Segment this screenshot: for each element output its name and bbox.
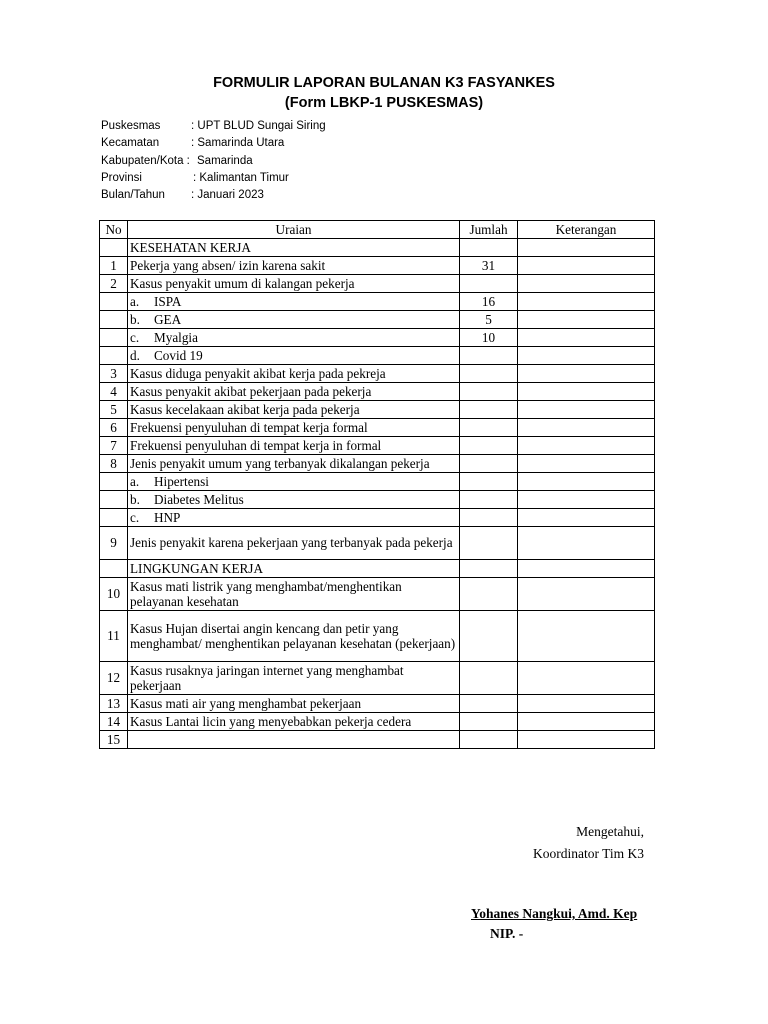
row-uraian [128, 473, 460, 491]
row-jumlah [460, 365, 518, 383]
row-no: 3 [100, 365, 128, 383]
row-no: 5 [100, 401, 128, 419]
row-uraian [128, 329, 460, 347]
sub-item-prefix: a. [130, 473, 140, 489]
row-no: 1 [100, 257, 128, 275]
sub-item-label: GEA [154, 311, 182, 327]
row-uraian [128, 311, 460, 329]
info-value: : Samarinda Utara [191, 137, 285, 150]
row-jumlah [460, 560, 518, 578]
row-jumlah [460, 473, 518, 491]
table-row [100, 257, 655, 275]
row-jumlah [460, 455, 518, 473]
table-row [100, 383, 655, 401]
row-no [100, 293, 128, 311]
table-row [100, 731, 655, 749]
info-label: Provinsi [101, 171, 142, 184]
row-uraian: Frekuensi penyuluhan di tempat kerja in formal [128, 437, 460, 455]
row-uraian: Jenis penyakit karena pekerjaan yang terbanyak pada pekerja [128, 527, 460, 560]
table-row [100, 419, 655, 437]
row-uraian: Kasus diduga penyakit akibat kerja pada pekreja [128, 365, 460, 383]
row-keterangan [518, 731, 655, 749]
row-uraian: Kasus penyakit umum di kalangan pekerja [128, 275, 460, 293]
sub-item-prefix: a. [130, 293, 140, 309]
row-no: 15 [100, 731, 128, 749]
sub-item-prefix: b. [130, 311, 140, 327]
row-jumlah [460, 437, 518, 455]
header-keterangan: Keterangan [518, 221, 655, 239]
row-no [100, 239, 128, 257]
row-no [100, 311, 128, 329]
row-jumlah [460, 383, 518, 401]
row-no: 12 [100, 662, 128, 695]
row-no: 11 [100, 611, 128, 662]
row-no [100, 473, 128, 491]
report-table [99, 220, 655, 749]
form-subtitle: (Form LBKP-1 PUSKESMAS) [284, 95, 484, 111]
row-uraian: Kasus rusaknya jaringan internet yang menghambat pekerjaan [128, 662, 460, 695]
table-row [100, 275, 655, 293]
info-value: : Januari 2023 [191, 189, 264, 202]
row-keterangan [518, 695, 655, 713]
acknowledged-label: Mengetahui, [576, 824, 644, 839]
row-jumlah [460, 401, 518, 419]
sub-item-label: ISPA [154, 293, 182, 309]
row-jumlah [460, 731, 518, 749]
row-keterangan [518, 455, 655, 473]
row-keterangan [518, 365, 655, 383]
table-row [100, 347, 655, 365]
header-uraian: Uraian [128, 221, 460, 239]
row-keterangan [518, 257, 655, 275]
row-keterangan [518, 419, 655, 437]
row-uraian: Kasus mati listrik yang menghambat/menghentikan pelayanan kesehatan [128, 578, 460, 611]
row-no: 4 [100, 383, 128, 401]
row-uraian: Kasus Lantai licin yang menyebabkan pekerja cedera [128, 713, 460, 731]
table-row [100, 662, 655, 695]
row-jumlah [460, 695, 518, 713]
table-row [100, 611, 655, 662]
sub-item-label: Myalgia [154, 329, 198, 345]
row-no: 9 [100, 527, 128, 560]
sub-item-label: Diabetes Melitus [154, 491, 244, 507]
row-no: 7 [100, 437, 128, 455]
row-uraian [128, 491, 460, 509]
row-no [100, 509, 128, 527]
section-title: KESEHATAN KERJA [128, 239, 460, 257]
row-keterangan [518, 611, 655, 662]
table-row [100, 509, 655, 527]
row-no: 2 [100, 275, 128, 293]
row-keterangan [518, 293, 655, 311]
info-label: Kabupaten/Kota : [101, 154, 190, 167]
sub-item-label: HNP [154, 509, 181, 525]
info-value: : Kalimantan Timur [193, 171, 289, 184]
info-value: Samarinda [197, 154, 253, 167]
row-jumlah: 5 [460, 311, 518, 329]
table-row [100, 311, 655, 329]
row-keterangan [518, 275, 655, 293]
section-row-lingkungan-kerja [100, 560, 655, 578]
info-value: : UPT BLUD Sungai Siring [191, 120, 326, 132]
table-header-row [100, 221, 655, 239]
table-row [100, 491, 655, 509]
row-uraian: Kasus penyakit akibat pekerjaan pada pekerja [128, 383, 460, 401]
row-no: 8 [100, 455, 128, 473]
table-row [100, 713, 655, 731]
table-row [100, 437, 655, 455]
row-no: 6 [100, 419, 128, 437]
row-jumlah [460, 275, 518, 293]
row-uraian: Jenis penyakit umum yang terbanyak dikalangan pekerja [128, 455, 460, 473]
info-label: Bulan/Tahun [101, 189, 165, 202]
row-keterangan [518, 239, 655, 257]
row-keterangan [518, 437, 655, 455]
row-keterangan [518, 473, 655, 491]
row-no: 13 [100, 695, 128, 713]
row-keterangan [518, 347, 655, 365]
row-keterangan [518, 578, 655, 611]
table-row [100, 695, 655, 713]
table-row [100, 329, 655, 347]
row-no: 14 [100, 713, 128, 731]
row-no [100, 560, 128, 578]
table-row [100, 527, 655, 560]
row-no: 10 [100, 578, 128, 611]
row-jumlah [460, 662, 518, 695]
table-row [100, 455, 655, 473]
table-row [100, 401, 655, 419]
row-jumlah [460, 491, 518, 509]
sub-item-label: Hipertensi [154, 473, 209, 489]
row-jumlah [460, 509, 518, 527]
row-keterangan [518, 560, 655, 578]
row-uraian: Pekerja yang absen/ izin karena sakit [128, 257, 460, 275]
signer-role: Koordinator Tim K3 [532, 846, 644, 861]
row-keterangan [518, 329, 655, 347]
row-uraian [128, 347, 460, 365]
row-keterangan [518, 509, 655, 527]
row-keterangan [518, 491, 655, 509]
row-jumlah [460, 347, 518, 365]
section-title: LINGKUNGAN KERJA [128, 560, 460, 578]
row-no [100, 347, 128, 365]
row-jumlah [460, 713, 518, 731]
section-row-kesehatan-kerja [100, 239, 655, 257]
row-no [100, 491, 128, 509]
sub-item-prefix: c. [130, 329, 140, 345]
row-keterangan [518, 662, 655, 695]
row-uraian [128, 731, 460, 749]
row-uraian [128, 509, 460, 527]
header-no: No [100, 221, 128, 239]
sub-item-prefix: d. [130, 347, 140, 363]
signer-name: Yohanes Nangkui, Amd. Kep [471, 906, 638, 921]
sub-item-prefix: c. [130, 509, 140, 525]
row-uraian: Kasus mati air yang menghambat pekerjaan [128, 695, 460, 713]
row-jumlah [460, 527, 518, 560]
row-uraian: Kasus Hujan disertai angin kencang dan petir yang menghambat/ menghentikan pelayanan kesehatan (pekerjaan) [128, 611, 460, 662]
row-uraian: Frekuensi penyuluhan di tempat kerja formal [128, 419, 460, 437]
row-keterangan [518, 311, 655, 329]
table-row [100, 365, 655, 383]
table-row [100, 293, 655, 311]
row-keterangan [518, 527, 655, 560]
header-jumlah: Jumlah [460, 221, 518, 239]
info-label: Puskesmas [101, 120, 161, 132]
row-jumlah [460, 578, 518, 611]
table-row [100, 578, 655, 611]
row-keterangan [518, 383, 655, 401]
row-uraian [128, 293, 460, 311]
sub-item-prefix: b. [130, 491, 140, 507]
row-jumlah: 10 [460, 329, 518, 347]
row-jumlah: 31 [460, 257, 518, 275]
row-jumlah: 16 [460, 293, 518, 311]
row-keterangan [518, 713, 655, 731]
row-jumlah [460, 239, 518, 257]
sub-item-label: Covid 19 [154, 347, 203, 363]
info-label: Kecamatan [101, 137, 160, 150]
row-no [100, 329, 128, 347]
row-uraian: Kasus kecelakaan akibat kerja pada pekerja [128, 401, 460, 419]
table-row [100, 473, 655, 491]
row-jumlah [460, 419, 518, 437]
row-jumlah [460, 611, 518, 662]
row-keterangan [518, 401, 655, 419]
signer-nip: NIP. - [490, 926, 524, 941]
form-title: FORMULIR LAPORAN BULANAN K3 FASYANKES [213, 75, 555, 91]
